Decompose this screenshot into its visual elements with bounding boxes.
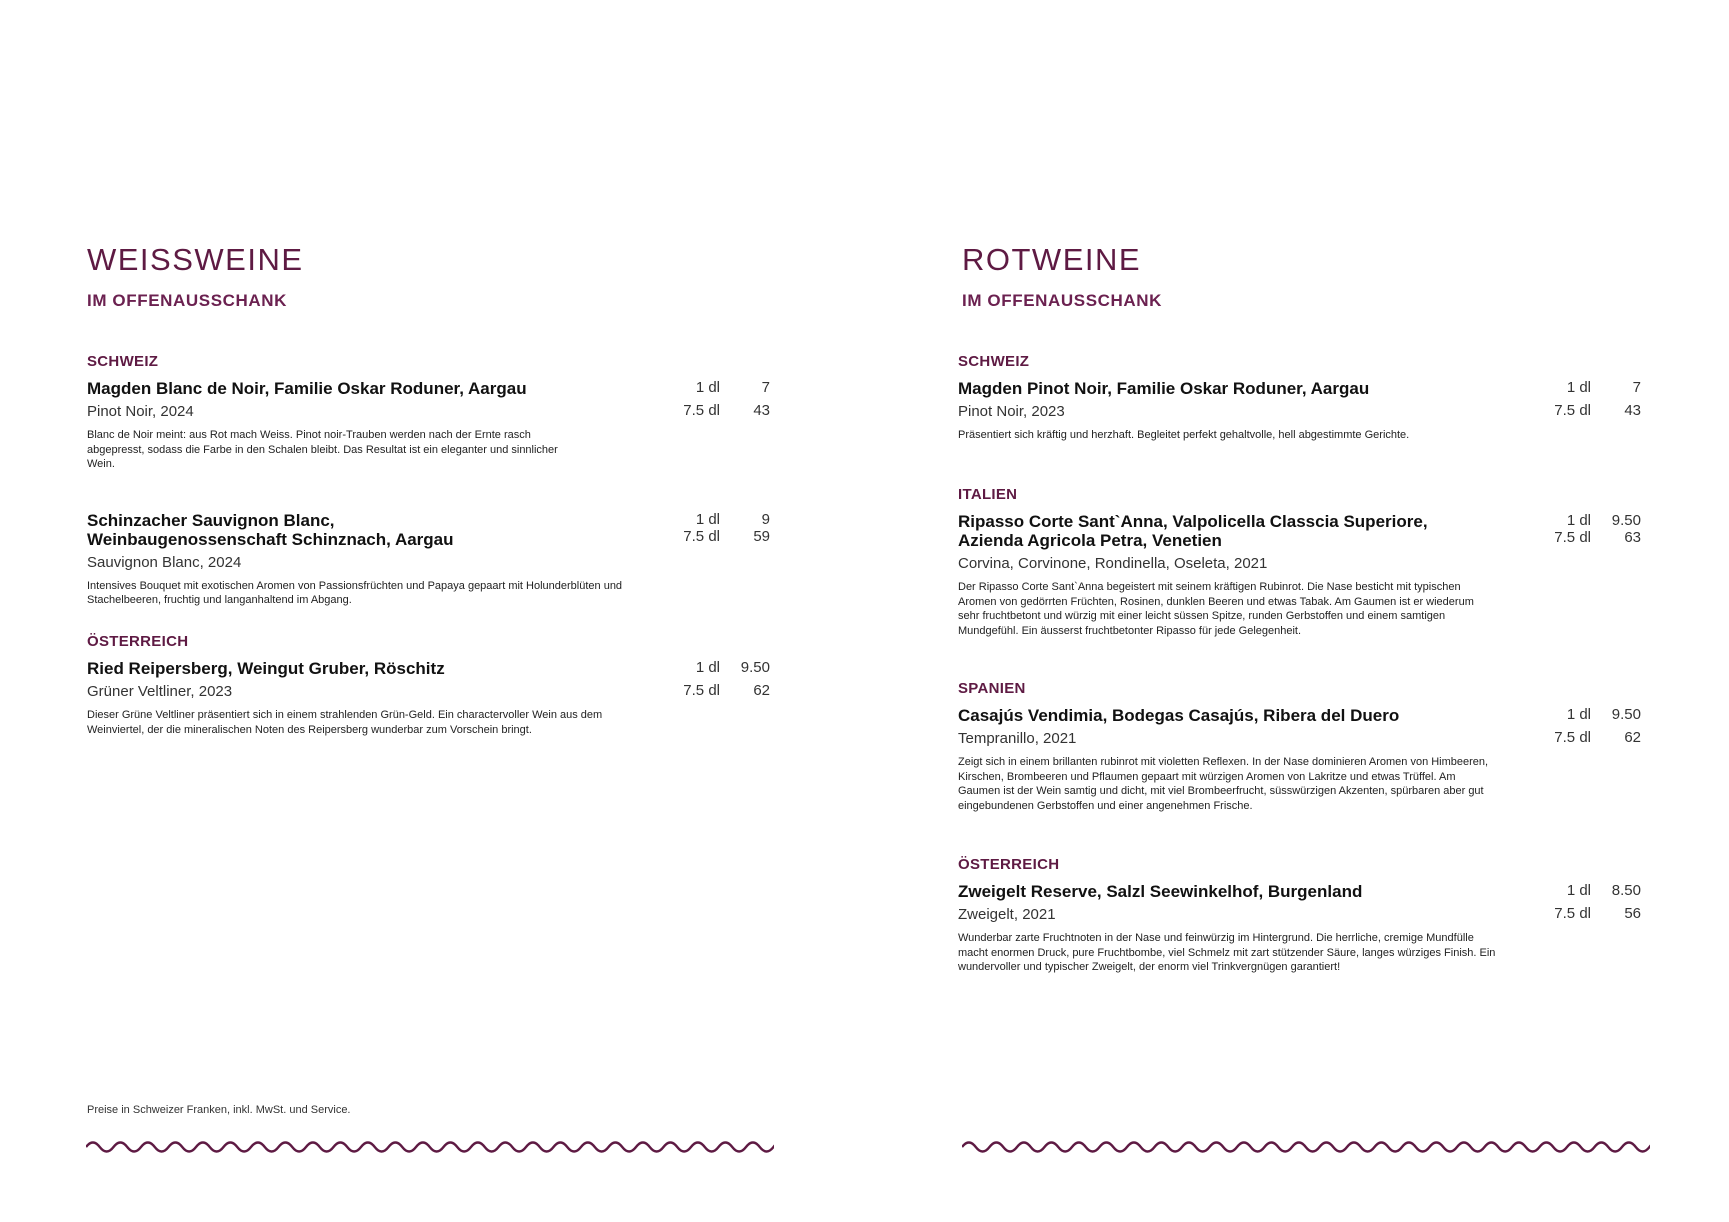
page-subtitle: IM OFFENAUSSCHANK [962, 291, 1163, 310]
left-page [0, 0, 860, 1222]
wine-entry [87, 659, 770, 737]
price-amount: 62 [1624, 729, 1641, 746]
price-amount: 43 [1624, 402, 1641, 419]
price-volume: 1 dl [1566, 882, 1591, 899]
price-list [650, 379, 770, 419]
wine-entry [958, 379, 1641, 443]
wine-entry [958, 882, 1641, 975]
price-volume: 7.5 dl [1554, 402, 1591, 419]
wine-grape: Corvina, Corvinone, Rondinella, Oseleta, 2021 [958, 555, 1268, 572]
price-volume: 7.5 dl [1554, 729, 1591, 746]
price-volume: 7.5 dl [683, 402, 720, 419]
price-amount: 62 [753, 682, 770, 699]
wine-description: Dieser Grüne Veltliner präsentiert sich in einem strahlenden Grün-Geld. Ein charactervoller Wein aus dem Weinviertel, der die mineralischen Noten des Reipersberg wunderbar zum Vorschein bringt. [87, 709, 603, 736]
price-amount: 7 [761, 379, 770, 396]
region-heading: SCHWEIZ [87, 353, 159, 370]
wine-name: Zweigelt Reserve, Salzl Seewinkelhof, Burgenland [958, 882, 1363, 901]
price-row [650, 402, 770, 419]
price-amount: 56 [1624, 905, 1641, 922]
price-list [1521, 706, 1641, 746]
price-row [1521, 882, 1641, 899]
price-row [1521, 512, 1641, 529]
price-volume: 7.5 dl [1554, 905, 1591, 922]
wave-divider [86, 1140, 774, 1154]
region-section-italien [958, 486, 1641, 638]
region-section-oesterreich [87, 633, 770, 737]
price-volume: 1 dl [695, 659, 720, 676]
wine-name: Ried Reipersberg, Weingut Gruber, Röschitz [87, 659, 445, 678]
price-row [1521, 379, 1641, 396]
price-volume: 7.5 dl [683, 682, 720, 699]
price-row [1521, 706, 1641, 723]
right-page [860, 0, 1720, 1222]
price-volume: 7.5 dl [683, 527, 720, 545]
region-heading: ÖSTERREICH [87, 633, 189, 650]
price-amount: 59 [753, 527, 770, 545]
wine-grape: Pinot Noir, 2023 [958, 403, 1065, 420]
wine-description: Präsentiert sich kräftig und herzhaft. Begleitet perfekt gehaltvolle, hell abgestimmte Gerichte. [958, 429, 1410, 441]
price-amount: 9.50 [1611, 706, 1641, 723]
wine-grape: Zweigelt, 2021 [958, 906, 1056, 923]
price-list [1521, 512, 1641, 546]
price-row [650, 659, 770, 676]
price-row [1521, 729, 1641, 746]
wine-entry [958, 512, 1641, 638]
price-amount: 9 [761, 510, 770, 528]
price-footnote: Preise in Schweizer Franken, inkl. MwSt. und Service. [87, 1104, 351, 1116]
price-volume: 7.5 dl [1554, 529, 1591, 546]
price-volume: 1 dl [1566, 379, 1591, 396]
price-row [1521, 905, 1641, 922]
price-volume: 1 dl [1566, 512, 1591, 529]
price-row [1521, 402, 1641, 419]
wine-description: Blanc de Noir meint: aus Rot mach Weiss. Pinot noir-Trauben werden nach der Ernte rasch abgepresst, sodass die Farbe in den Schalen bleibt. Das Resultat ist ein eleganter und sinnlicher Wein. [87, 429, 558, 470]
price-amount: 9.50 [740, 659, 770, 676]
price-volume: 1 dl [695, 510, 720, 528]
page-title: ROTWEINE [962, 242, 1142, 277]
region-heading: ÖSTERREICH [958, 856, 1060, 873]
region-section-oesterreich [958, 856, 1641, 975]
region-heading: SPANIEN [958, 680, 1026, 697]
wine-description: Zeigt sich in einem brillanten rubinrot mit violetten Reflexen. In der Nase dominieren Aromen von Himbeeren, Kirschen, Brombeeren und Pflaumen gepaart mit würzigen Aromen von Lakritze und etwas Trüffel. Am Gaumen ist der Wein samtig und dicht, mit viel Brombeerfrucht, süsswürzigen Akzenten, spürbaren aber gut eingebundenen Gerbstoffen und einer angenehmen Frische. [958, 756, 1489, 812]
wave-divider [962, 1140, 1650, 1154]
price-row [650, 511, 770, 528]
wine-entry [958, 706, 1641, 813]
page-subtitle: IM OFFENAUSSCHANK [87, 291, 288, 310]
wine-description: Der Ripasso Corte Sant`Anna begeistert mit seinem kräftigen Rubinrot. Die Nase besticht mit typischen Aromen von gedörrten Früchten, Rosinen, dunklen Beeren und etwas Tabak. Am Gaumen ist er wiederum sehr fruchtbetont und würzig mit einer leicht süssen Spitze, runden Gerbstoffen und einem samtigen Mundgefühl. Ein äusserst fruchtbetonter Ripasso für jede Gelegenheit. [958, 581, 1474, 637]
price-volume: 1 dl [1566, 706, 1591, 723]
price-list [650, 511, 770, 545]
wine-name: Magden Blanc de Noir, Familie Oskar Roduner, Aargau [87, 379, 527, 398]
price-amount: 43 [753, 402, 770, 419]
price-row [1521, 529, 1641, 546]
price-row [650, 528, 770, 545]
price-list [650, 659, 770, 699]
region-heading: SCHWEIZ [958, 353, 1030, 370]
price-row [650, 682, 770, 699]
region-section-spanien [958, 680, 1641, 813]
price-amount: 7 [1632, 379, 1641, 396]
wine-entry [87, 511, 770, 608]
price-list [1521, 379, 1641, 419]
page-title: WEISSWEINE [87, 242, 304, 277]
wine-name: Schinzacher Sauvignon Blanc, Weinbaugenossenschaft Schinznach, Aargau [87, 510, 454, 549]
price-row [650, 379, 770, 396]
wine-name: Magden Pinot Noir, Familie Oskar Roduner, Aargau [958, 379, 1370, 398]
region-section-schweiz [958, 353, 1641, 443]
wine-grape: Pinot Noir, 2024 [87, 403, 194, 420]
price-volume: 1 dl [695, 379, 720, 396]
wine-name: Casajús Vendimia, Bodegas Casajús, Ribera del Duero [958, 706, 1400, 725]
wine-entry [87, 379, 770, 472]
wine-description: Intensives Bouquet mit exotischen Aromen von Passionsfrüchten und Papaya gepaart mit Holunderblüten und Stachelbeeren, fruchtig und langanhaltend im Abgang. [87, 579, 623, 606]
wine-description: Wunderbar zarte Fruchtnoten in der Nase und feinwürzig im Hintergrund. Die herrliche, cremige Mundfülle macht enormen Druck, pure Fruchtbombe, viel Schmelz mit zart stützender Säure, langes würziges Finish. Ein wundervoller und typischer Zweigelt, der enorm viel Trinkvergnügen garantiert! [958, 932, 1496, 973]
wine-grape: Sauvignon Blanc, 2024 [87, 553, 242, 571]
price-amount: 63 [1624, 529, 1641, 546]
region-section-schweiz [87, 353, 770, 608]
wine-name: Ripasso Corte Sant`Anna, Valpolicella Classcia Superiore, Azienda Agricola Petra, Venetien [958, 512, 1428, 550]
wine-grape: Grüner Veltliner, 2023 [87, 683, 233, 700]
price-list [1521, 882, 1641, 922]
region-heading: ITALIEN [958, 486, 1018, 503]
price-amount: 9.50 [1611, 512, 1641, 529]
price-amount: 8.50 [1611, 882, 1641, 899]
wine-grape: Tempranillo, 2021 [958, 730, 1077, 747]
